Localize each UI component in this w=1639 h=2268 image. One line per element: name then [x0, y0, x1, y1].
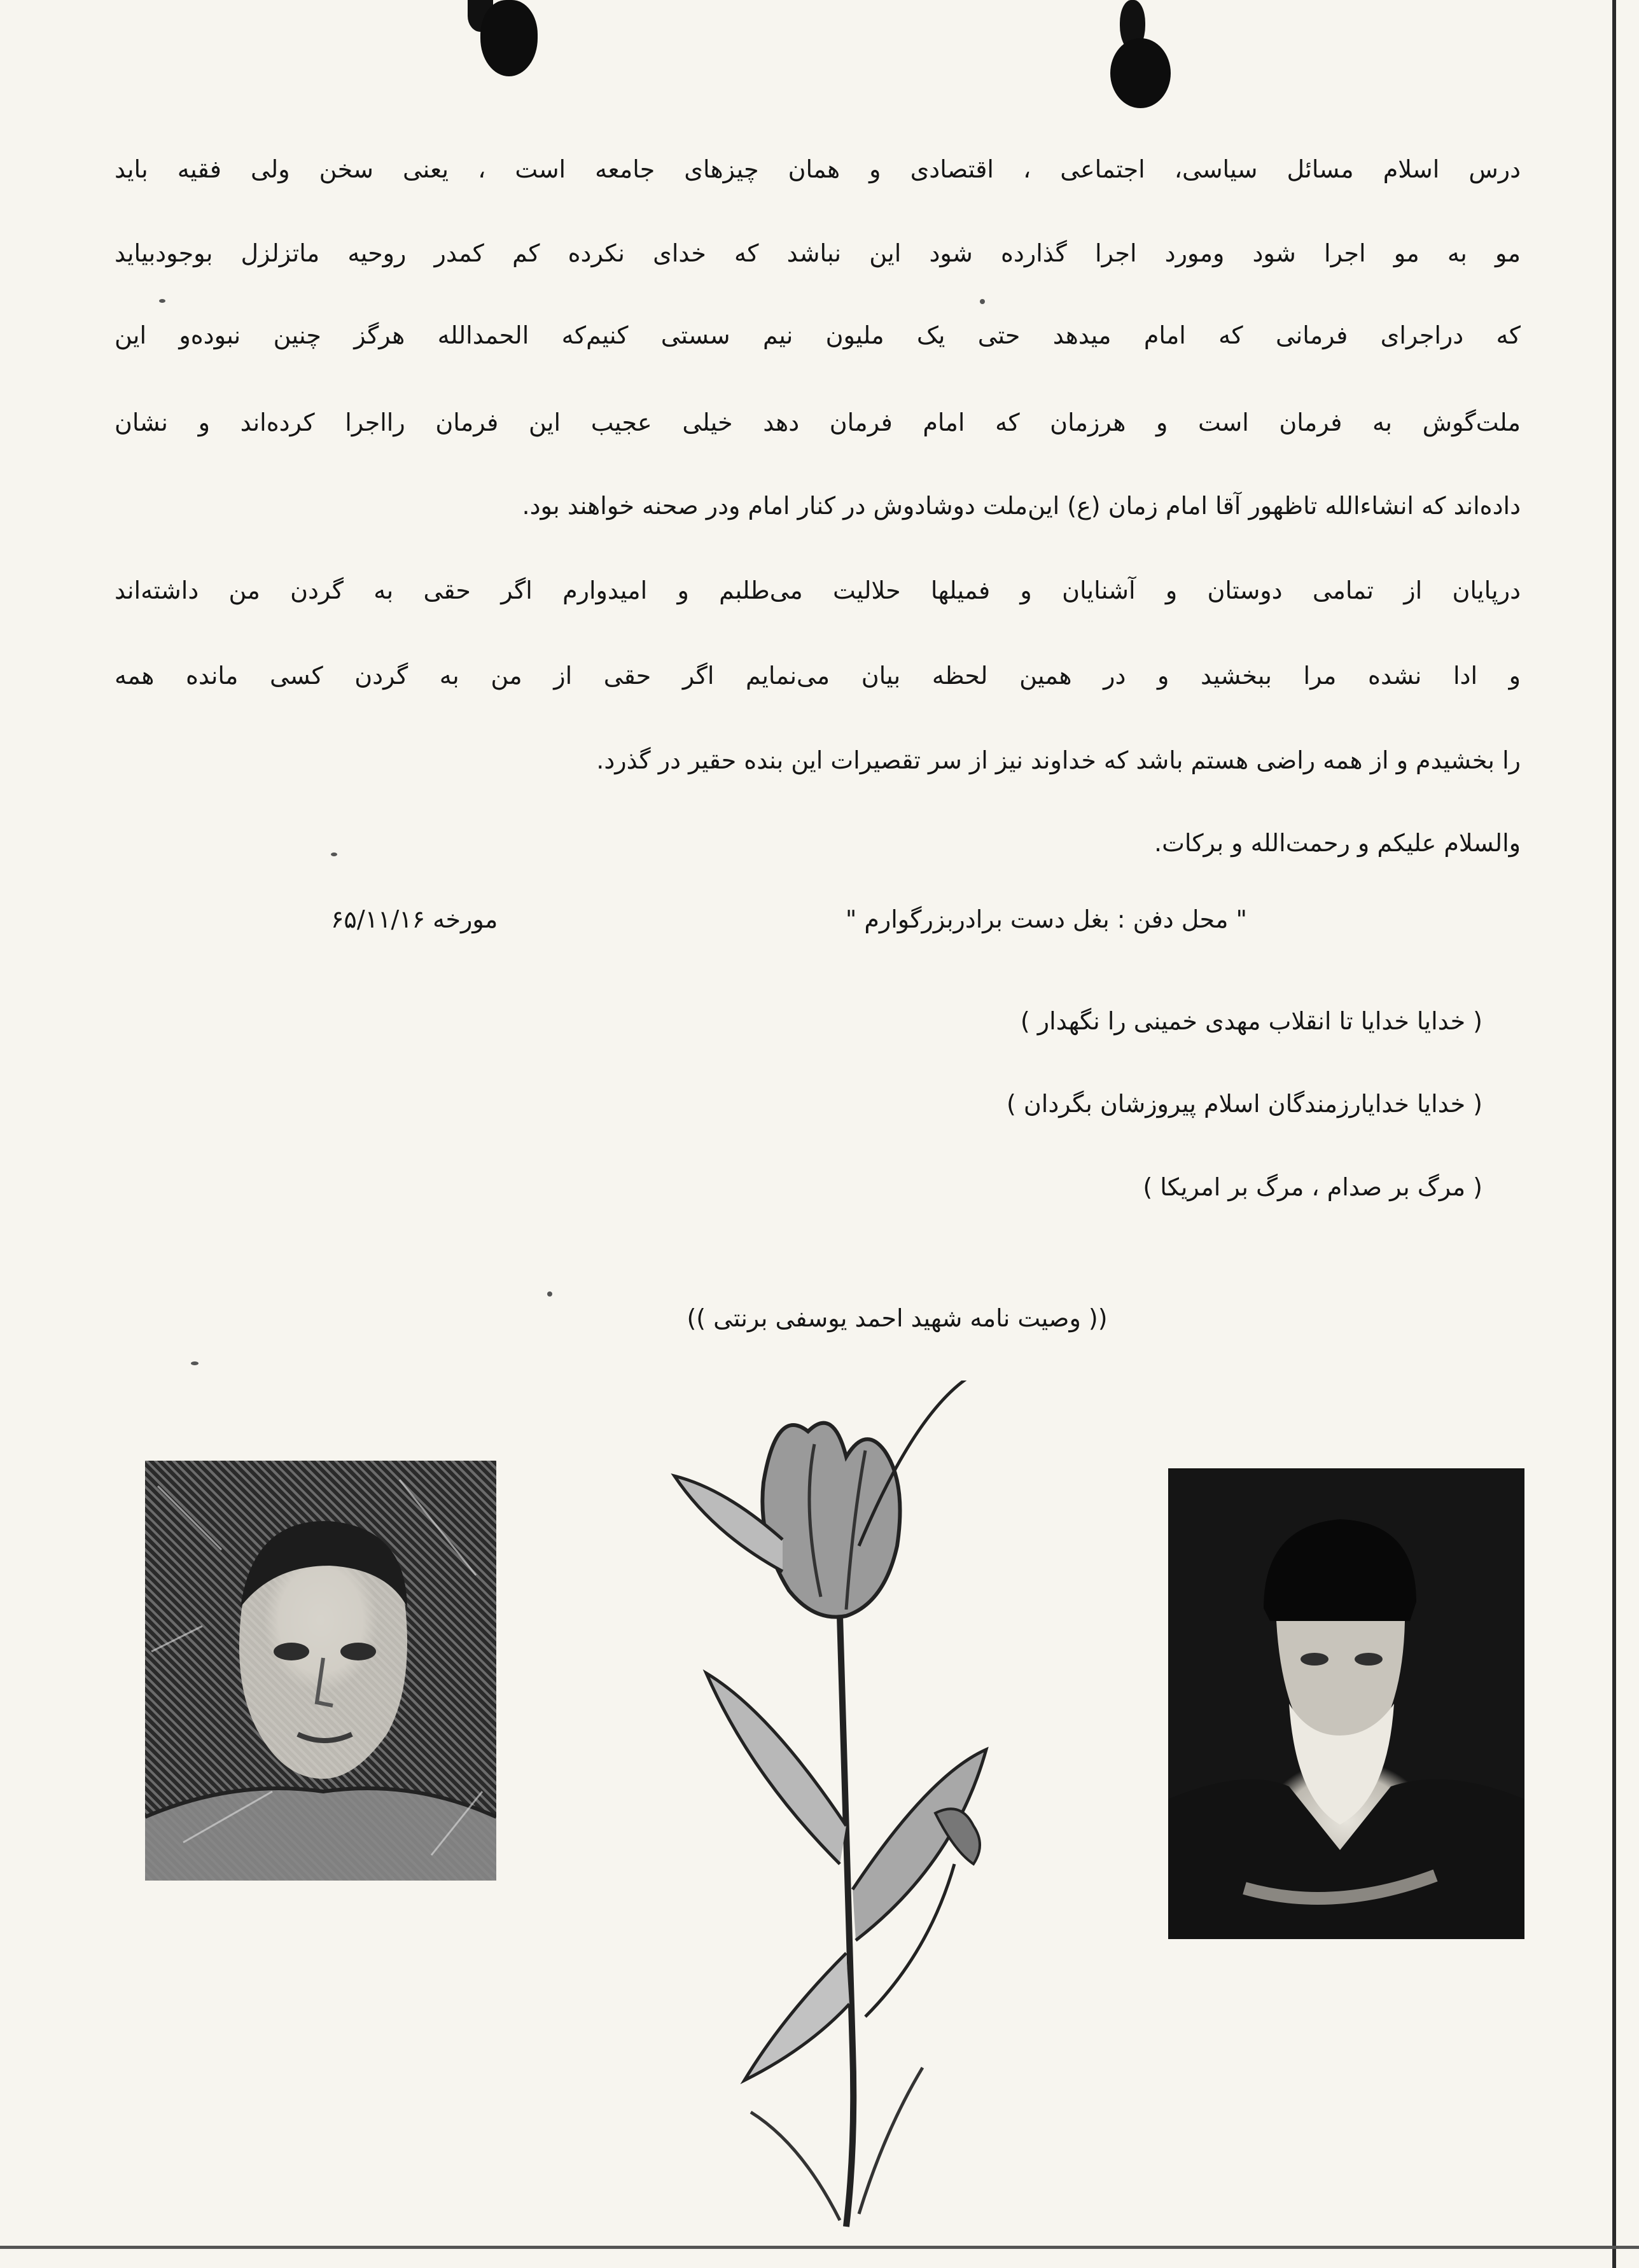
scan-speck: [331, 852, 337, 856]
burial-date: مورخه ۶۵/۱۱/۱۶: [331, 905, 498, 933]
scan-speck: [547, 1291, 552, 1297]
slogan-1: ( خدایا خدایا تا انقلاب مهدی خمینی را نگهدار ): [1020, 1007, 1482, 1035]
body-line-4: ملت‌گوش به فرمان است و هرزمان که امام فرمان دهد خیلی عجیب این فرمان رااجرا کرده‌اند و نشان: [115, 408, 1521, 436]
burial-info: [331, 900, 1247, 938]
imam-portrait-drawing: [1168, 1468, 1524, 1939]
will-body-text: [115, 0, 1521, 891]
scan-speck: [191, 1361, 199, 1365]
scan-edge-right: [1612, 0, 1616, 2268]
slogan-2: ( خدایا خدایارزمندگان اسلام پیروزشان بگردان ): [1006, 1090, 1482, 1118]
scan-speck: [159, 299, 165, 303]
martyr-portrait-drawing: [145, 1461, 496, 1881]
will-title: (( وصیت نامه شهید احمد یوسفی برنتی )): [687, 1304, 1108, 1332]
body-line-1: درس اسلام مسائل سیاسی، اجتماعی ، اقتصادی و همان چیزهای جامعه است ، یعنی سخن ولی فقیه باید: [115, 155, 1521, 183]
body-line-7: و ادا نشده مرا ببخشید و در همین لحظه بیان می‌نمایم اگر حقی از من به گردن کسی مانده همه: [115, 662, 1521, 690]
body-line-9: والسلام علیکم و رحمت‌الله و برکات.: [1154, 829, 1521, 857]
scan-speck: [980, 299, 985, 304]
body-line-3: که دراجرای فرمانی که امام میدهد حتی یک ملیون نیم سستی کنیم‌که الحمدالله هرگز چنین نبوده‌و این: [115, 321, 1521, 349]
burial-place: " محل دفن : بغل دست برادربزرگوارم ": [845, 905, 1247, 933]
martyr-portrait-photo: [145, 1461, 496, 1881]
body-line-8: را بخشیدم و از همه راضی هستم باشد که خداوند نیز از سر تقصیرات این بنده حقیر در گذرد.: [596, 746, 1521, 774]
body-line-5: داده‌اند که انشاءالله تاظهور آقا امام زمان (ع) این‌ملت دوشادوش در کنار امام ودر صحنه خواهند بود.: [522, 492, 1521, 520]
body-line-6: درپایان از تمامی دوستان و آشنایان و فمیلها حلالیت می‌طلبم و امیدوارم اگر حقی به گردن من داشته‌اند: [115, 576, 1521, 604]
slogan-3: ( مرگ بر صدام ، مرگ بر امریکا ): [1143, 1173, 1482, 1201]
tulip-drawing: [655, 1381, 1037, 2258]
imam-portrait-photo: [1168, 1468, 1524, 1939]
body-line-2: مو به مو اجرا شود ومورد اجرا گذارده شود این نباشد که خدای نکرده کم کمدر روحیه ماتزلزل بوجودبیاید: [115, 239, 1521, 267]
